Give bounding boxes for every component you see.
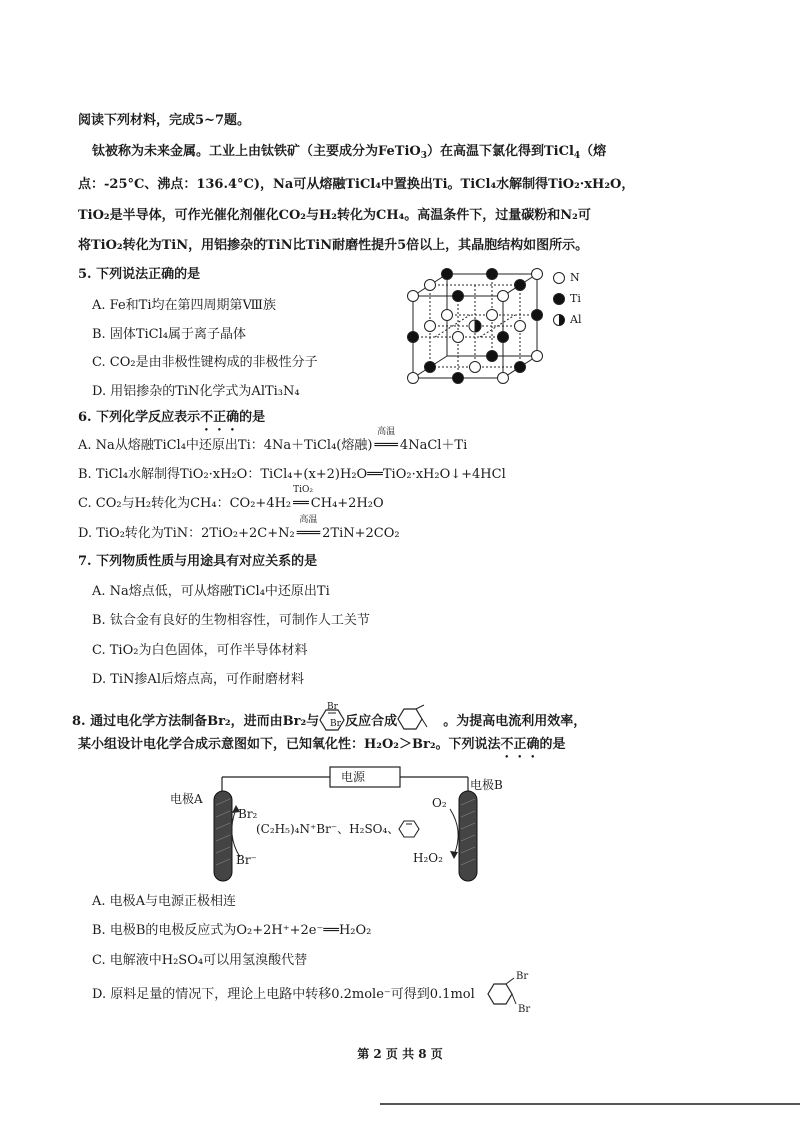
q8-option-d: D. 原料足量的情况下，理论上电路中转移0.2mole⁻可得到0.1mol [92,987,475,1002]
legend-al-icon [552,313,566,327]
legend-n-icon [552,271,566,285]
q6-option-a-right: 4NaCl＋Ti [399,438,468,453]
q8-stem-line-2-text: 某小组设计电化学合成示意图如下，已知氧化性：H₂O₂＞Br₂。下列说法 [78,737,501,752]
q7-option-b: B. 钛合金有良好的生物相容性，可制作人工关节 [92,613,370,628]
material-line-4: 将TiO₂转化为TiN，用铝掺杂的TiN比TiN耐磨性提升5倍以上，其晶胞结构如图所示。 [78,238,589,253]
q6-option-d: D. TiO₂转化为TiN：2TiO₂+2C+N₂ 高温 ═══ 2TiN+2CO₂ [78,515,400,541]
q6-stem [78,409,265,434]
q6-stem-emphasis: 不正确 [200,410,240,425]
page-footer: 第 2 页 共 8 页 [357,1047,443,1061]
br-minus-label: Br⁻ [236,853,257,867]
q6-option-d-condition: 高温 [299,515,318,525]
material-line-2: 点：-25°C、沸点：136.4°C)，Na可从熔融TiCl₄中置换出Ti。TiCl₄水解制得TiO₂·xH₂O， [78,177,635,192]
q6-stem-text: 6. 下列化学反应表示 [78,410,201,425]
material-line-1 [92,143,606,165]
q5-option-d: D. 用铝掺杂的TiN化学式为AlTi₃N₄ [92,384,300,399]
bottom-rule [380,1103,800,1105]
q6-option-a-left: A. Na从熔融TiCl₄中还原出Ti：4Na＋TiCl₄(熔融) [78,438,373,453]
dibromocyclohexane-icon [397,703,443,735]
q8-stem-line-2-emphasis: 不正确 [500,737,540,752]
q6-option-b: B. TiCl₄水解制得TiO₂·xH₂O：TiCl₄+(x+2)H₂O══TiO₂·xH₂O↓+4HCl [78,467,506,482]
q6-option-d-left: D. TiO₂转化为TiN：2TiO₂+2C+N₂ [78,526,295,541]
material-line-1-sub2: 4 [573,151,581,161]
material-line-1-text-b: ）在高温下氯化得到TiCl [427,144,574,159]
q5-stem: 5. 下列说法正确的是 [78,267,201,282]
reading-intro: 阅读下列材料，完成5~7题。 [78,113,250,128]
q6-option-c-right: CH₄+2H₂O [310,496,384,511]
q7-stem: 7. 下列物质性质与用途具有对应关系的是 [78,554,318,569]
legend-ti-label: Ti [570,292,581,305]
q5-option-a: A. Fe和Ti均在第四周期第Ⅷ族 [92,298,276,313]
q8-stem-text: 8. 通过电化学方法制备Br₂，进而由Br₂与 [72,714,320,729]
material-line-1-text-c: （熔 [580,144,607,159]
q6-option-c-condition: TiO₂ [293,485,314,495]
q8-stem-br-top: Br [327,702,338,712]
electrolyte-label: (C₂H₅)₄N⁺Br⁻、H₂SO₄、 [256,822,400,836]
q8-stem-text-b: 反应合成 [345,714,398,729]
h2o2-label: H₂O₂ [413,851,443,865]
q5-option-b: B. 固体TiCl₄属于离子晶体 [92,327,246,342]
power-source-label: 电源 [341,770,366,784]
answer-br-bottom: Br [518,1004,531,1015]
legend-ti-icon [552,292,566,306]
q6-stem-tail: 的是 [239,410,266,425]
q6-option-c: C. CO₂与H₂转化为CH₄：CO₂+4H₂ TiO₂ ══ CH₄+2H₂O [78,485,384,511]
q8-option-a: A. 电极A与电源正极相连 [92,894,237,909]
q8-stem-text-c: 。为提高电流利用效率， [443,714,587,729]
q8-option-c: C. 电解液中H₂SO₄可以用氢溴酸代替 [92,953,308,968]
q6-option-a-condition: 高温 [377,427,396,437]
electrode-a-label: 电极A [170,792,203,806]
q6-option-c-left: C. CO₂与H₂转化为CH₄：CO₂+4H₂ [78,496,292,511]
electrode-b-label: 电极B [470,778,503,792]
q8-stem-line-2 [78,736,566,761]
q6-option-a: A. Na从熔融TiCl₄中还原出Ti：4Na＋TiCl₄(熔融) 高温 ═══ 4NaCl＋Ti [78,427,468,453]
q8-stem-line-2-tail: 的是 [539,737,566,752]
material-line-1-sub: 3 [420,151,427,161]
q5-option-c: C. CO₂是由非极性键构成的非极性分子 [92,355,318,370]
q7-option-a: A. Na熔点低，可从熔融TiCl₄中还原出Ti [92,584,330,599]
legend-n-label: N [570,271,580,284]
answer-br-top: Br [516,971,529,982]
q7-option-d: D. TiN掺Al后熔点高，可作耐磨材料 [92,672,304,687]
q6-option-d-right: 2TiN+2CO₂ [322,526,400,541]
legend-al-label: Al [570,313,582,326]
material-line-3: TiO₂是半导体，可作光催化剂催化CO₂与H₂转化为CH₄。高温条件下，过量碳粉和N₂可 [78,208,591,223]
material-line-1-text: 钛被称为未来金属。工业上由钛铁矿（主要成分为FeTiO [92,144,421,159]
br2-label: Br₂ [238,807,258,821]
q7-option-c: C. TiO₂为白色固体，可作半导体材料 [92,643,308,658]
q8-stem-br-bottom: Br [330,719,341,729]
q8-option-b: B. 电极B的电极反应式为O₂+2H⁺+2e⁻══H₂O₂ [92,923,372,938]
o2-label: O₂ [432,796,447,810]
